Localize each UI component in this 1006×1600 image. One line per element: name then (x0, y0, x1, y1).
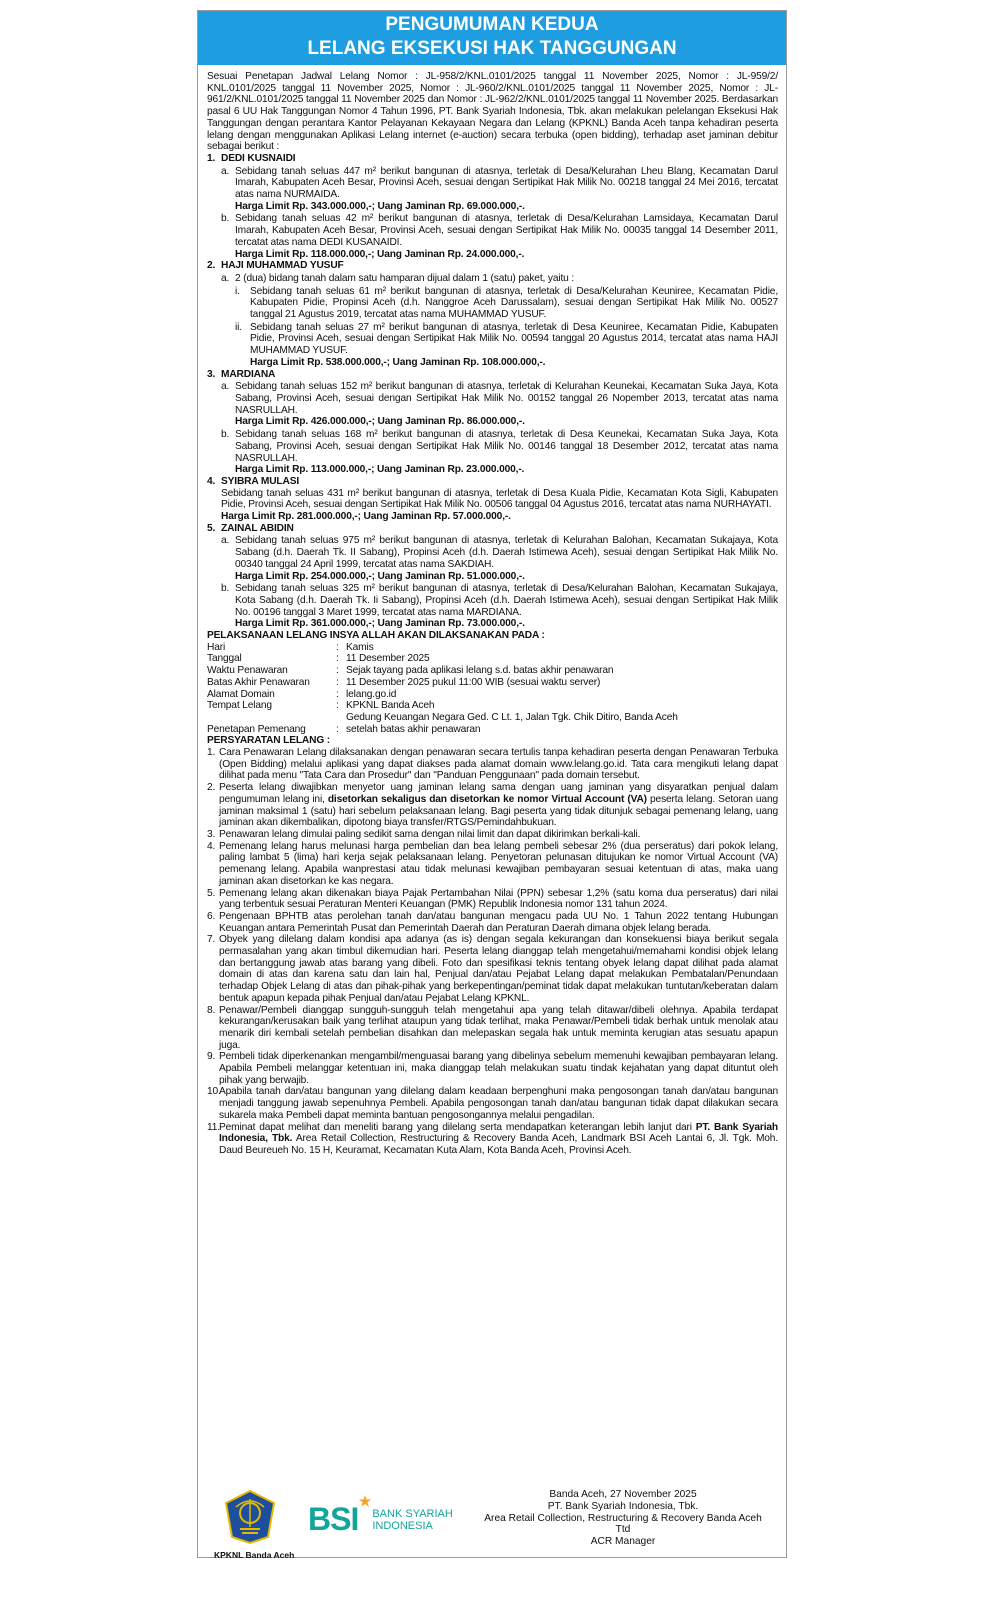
price-line: Harga Limit Rp. 426.000.000,-; Uang Jaminan Rp. 86.000.000,-. (235, 416, 525, 428)
debtor-name: HAJI MUHAMMAD YUSUF (221, 260, 344, 272)
schedule-row: Tempat Lelang : KPKNL Banda Aceh Gedung Keuangan Negara Ged. C Lt. 1, Jalan Tgk. Chik Ditiro, Banda Aceh (207, 700, 678, 723)
asset-description: Sebidang tanah seluas 168 m² berikut bangunan di atasnya, terletak di Desa Keunekai, Kecamatan Suka Jaya, Kota Sabang, Provinsi Aceh, sesuai dengan Sertipikat Hak Milik No. 00146 tanggal 18 Desember 2012, tercatat atas nama NASRULLAH. (235, 429, 778, 464)
bsi-name: BANK SYARIAH INDONESIA (372, 1507, 453, 1532)
domain-link[interactable]: lelang.go.id (346, 688, 397, 700)
debtor-heading: 3. MARDIANA (207, 368, 276, 380)
schedule-row: Batas Akhir Penawaran : 11 Desember 2025 pukul 11:00 WIB (sesuai waktu server) (207, 676, 601, 688)
debtor-heading: 1. DEDI KUSNAIDI (207, 152, 296, 164)
term-item: 3. Penawaran lelang dimulai paling sedikit sama dengan nilai limit dan dapat dikirimkan berkali-kali. (207, 829, 641, 840)
asset-description: Sebidang tanah seluas 975 m² berikut bangunan di atasnya, terletak di Kelurahan Balohan, Kecamatan Sukajaya, Kota Sabang (d.h. Daerah Tk. II Sabang), Propinsi Aceh (d.h. Daerah Istimewa Aceh), sesuai dengan Sertipikat Hak Milik No. 00340 tanggal 24 April 1999, tercatat atas nama SAKDIAH. (235, 535, 778, 570)
terms-heading: PERSYARATAN LELANG : (207, 735, 331, 747)
schedule-row: Alamat Domain : lelang.go.id (207, 688, 397, 700)
price-line: Harga Limit Rp. 118.000.000,-; Uang Jaminan Rp. 24.000.000,-. (235, 248, 525, 260)
schedule-row: Waktu Penawaran : Sejak tayang pada aplikasi lelang s.d. batas akhir penawaran (207, 665, 614, 677)
asset-description: Sebidang tanah seluas 325 m² berikut bangunan di atasnya, terletak di Desa/Kelurahan Balohan, Kecamatan Sukajaya, Kota Sabang (d.h. Daerah Tk. Ii Sabang), Propinsi Aceh (d.h. Daerah Istimewa Aceh), sesuai dengan Sertipikat Hak Milik No. 00196 tanggal 3 Maret 1999, tercatat atas nama MARDIANA. (235, 583, 778, 618)
asset-item (221, 488, 778, 523)
term-item: 1. Cara Penawaran Lelang dilaksanakan dengan penawaran secara tertulis tanpa kehadiran peserta dengan Penawaran Terbuka (Open Bidding) melalui aplikasi yang dapat diakses pada alamat domain www.lelang.go.id. Tata cara mengikuti lelang dapat dilihat pada menu "Tata Cara dan Prosedur" dan "Panduan Penggunaan" pada domain tersebut. (207, 747, 778, 782)
asset-description: Sebidang tanah seluas 42 m² berikut bangunan di atasnya, terletak di Desa/Kelurahan Lamsidaya, Kecamatan Darul Imarah, Kabupaten Aceh Besar, Provinsi Aceh, sesuai dengan Sertipikat Hak Milik No. 00035 tanggal 14 Desember 2011, tercatat atas nama DEDI KUSANAIDI. (235, 213, 778, 248)
term-item: 11. Peminat dapat melihat dan meneliti barang yang dilelang serta mendapatkan keterangan lebih lanjut dari PT. Bank Syariah Indonesia, Tbk. Area Retail Collection, Restructuring & Recovery Banda Aceh, Landmark BSI Aceh Lantai 6, Jl. Tgk. Moh. Daud Beureueh No. 15 H, Keuramat, Kecamatan Kuta Alam, Kota Banda Aceh, Provinsi Aceh. (207, 1121, 779, 1156)
sign-company: PT. Bank Syariah Indonesia, Tbk. (547, 1500, 699, 1512)
term-item: 6. Pengenaan BPHTB atas perolehan tanah dan/atau bangunan mengacu pada UU No. 1 Tahun 2022 tentang Hubungan Keuangan antara Pemerintah Pusat dan Pemerintah Daerah dan Peraturan Daerah dimana objek lelang berada. (207, 910, 778, 934)
debtor-name: DEDI KUSNAIDI (221, 152, 296, 164)
kemenkeu-emblem-icon (222, 1489, 278, 1545)
star-icon: ★ (358, 1493, 371, 1509)
asset-description: Sebidang tanah seluas 27 m² berikut bangunan di atasnya, terletak di Desa Keuniree, Kecamatan Pidie, Kabupaten Pidie, Provinsi Aceh, sesuai dengan Sertipikat Hak Milik No. 00594 tanggal 20 Agustus 2014, tercatat atas nama HAJI MUHAMMAD YUSUF. (250, 321, 778, 357)
asset-item: b. Sebidang tanah seluas 325 m² berikut bangunan di atasnya, terletak di Desa/Kelurahan Balohan, Kecamatan Sukajaya, Kota Sabang (d.h. Daerah Tk. Ii Sabang), Propinsi Aceh (d.h. Daerah Istimewa Aceh), sesuai dengan Sertipikat Hak Milik No. 00196 tanggal 3 Maret 1999, tercatat atas nama MARDIANA. Harga Limit Rp. 361.000.000,-; Uang Jaminan Rp. 73.000.000,-. (221, 583, 778, 630)
announcement-frame (197, 10, 787, 1558)
asset-subitem: i. Sebidang tanah seluas 61 m² berikut bangunan di atasnya, terletak di Desa/Kelurahan Keuniree, Kecamatan Pidie, Kabupaten Pidie, Propinsi Aceh (d.h. Nanggroe Aceh Darussalam), sesuai dengan Sertipikat Hak Milik No. 00527 tanggal 21 Agustus 2019, tercatat atas nama MUHAMMAD YUSUF. (235, 285, 778, 321)
asset-item: b. Sebidang tanah seluas 168 m² berikut bangunan di atasnya, terletak di Desa Keunekai, Kecamatan Suka Jaya, Kota Sabang, Provinsi Aceh, sesuai dengan Sertipikat Hak Milik No. 00146 tanggal 18 Desember 2012, tercatat atas nama NASRULLAH. Harga Limit Rp. 113.000.000,-; Uang Jaminan Rp. 23.000.000,-. (221, 429, 778, 476)
kpknl-label: KPKNL Banda Aceh (214, 1550, 295, 1560)
intro-paragraph: Sesuai Penetapan Jadwal Lelang Nomor : JL-958/2/KNL.0101/2025 tanggal 11 November 2025, Nomor : JL-959/2/ KNL.0101/2025 tanggal 11 November 2025, Nomor : JL-960/2/KNL.0101/2025 tanggal 11 November 2025, Nomor : JL-961/2/KNL.0101/2025 tanggal 11 November 2025 dan Nomor : JL-962/2/KNL.0101/2025 tanggal 11 November 2025. Berdasarkan pasal 6 UU Hak Tanggungan Nomor 4 Tahun 1996, PT. Bank Syariah Indonesia, Tbk. akan melakukan pelelangan Eksekusi Hak Tanggungan dengan perantara Kantor Pelayanan Kekayaan Negara dan Lelang (KPKNL) Banda Aceh tanpa kehadiran peserta lelang dengan menggunakan Aplikasi Lelang internet (e-auction) secara terbuka (open bidding), terhadap aset jaminan debitur sebagai berikut : (207, 71, 778, 153)
header-title-line1: PENGUMUMAN KEDUA (385, 14, 599, 35)
term-item: 5. Pemenang lelang akan dikenakan biaya Pajak Pertambahan Nilai (PPN) sebesar 1,2% (satu koma dua perseratus) dari nilai yang terbentuk sesuai Peraturan Menteri Keuangan (PMK) Republik Indonesia nomor 131 tahun 2024. (207, 887, 778, 911)
sign-place-date: Banda Aceh, 27 November 2025 (549, 1489, 697, 1500)
debtor-name: MARDIANA (221, 368, 276, 380)
debtor-heading: 2. HAJI MUHAMMAD YUSUF (207, 260, 344, 272)
sign-role: ACR Manager (590, 1536, 656, 1548)
schedule-row: Penetapan Pemenang : setelah batas akhir penawaran (207, 723, 481, 735)
term-item: 9. Pembeli tidak diperkenankan mengambil/menguasai barang yang dibelinya sebelum memenuhi kewajiban pembayaran lelang. Apabila Pembeli melanggar ketentuan ini, maka dianggap telah melakukan suatu tindak kejahatan yang dapat dituntut oleh pihak yang berwajib. (207, 1051, 778, 1086)
term-item: 2. Peserta lelang diwajibkan menyetor uang jaminan lelang sama dengan uang jaminan yang disyaratkan penjual dalam pengumuman lelang ini, disetorkan sekaligus dan disetorkan ke nomor Virtual Account (VA) peserta lelang. Setoran uang jaminan maksimal 1 (satu) hari sebelum pelaksanaan lelang. Bagi peserta yang tidak ditunjuk sebagai pemenang lelang, uang jaminan akan dikembalikan, dipotong biaya transfer/RTGS/Pemindahbukuan. (207, 782, 778, 829)
asset-description: Sebidang tanah seluas 447 m² berikut bangunan di atasnya, terletak di Desa/Kelurahan Lheu Blang, Kecamatan Darul Imarah, Kabupaten Aceh Besar, Provinsi Aceh, sesuai dengan Sertipikat Hak Milik No. 00218 tanggal 24 Mei 2016, tercatat atas nama NURMAIDA. (235, 165, 778, 201)
schedule-row: Tanggal : 11 Desember 2025 (207, 653, 430, 665)
price-line: Harga Limit Rp. 361.000.000,-; Uang Jaminan Rp. 73.000.000,-. (235, 618, 525, 630)
price-line: Harga Limit Rp. 254.000.000,-; Uang Jaminan Rp. 51.000.000,-. (235, 570, 525, 582)
asset-item: a. Sebidang tanah seluas 447 m² berikut bangunan di atasnya, terletak di Desa/Kelurahan Lheu Blang, Kecamatan Darul Imarah, Kabupaten Aceh Besar, Provinsi Aceh, sesuai dengan Sertipikat Hak Milik No. 00218 tanggal 24 Mei 2016, tercatat atas nama NURMAIDA. Harga Limit Rp. 343.000.000,-; Uang Jaminan Rp. 69.000.000,-. (221, 165, 778, 212)
asset-description: 2 (dua) bidang tanah dalam satu hamparan dijual dalam 1 (satu) paket, yaitu : (235, 272, 574, 284)
asset-item: b. Sebidang tanah seluas 42 m² berikut bangunan di atasnya, terletak di Desa/Kelurahan Lamsidaya, Kecamatan Darul Imarah, Kabupaten Aceh Besar, Provinsi Aceh, sesuai dengan Sertipikat Hak Milik No. 00035 tanggal 14 Desember 2011, tercatat atas nama DEDI KUSANAIDI. Harga Limit Rp. 118.000.000,-; Uang Jaminan Rp. 24.000.000,-. (221, 213, 778, 260)
sign-unit: Area Retail Collection, Restructuring & Recovery Banda Aceh (484, 1512, 762, 1524)
term-item: 4. Pemenang lelang harus melunasi harga pembelian dan bea lelang pembeli sebesar 2% (dua perseratus) dari pokok lelang, paling lambat 5 (lima) hari kerja sejak pelaksanaan lelang. Penyetoran pelunasan ditujukan ke nomor Virtual Account (VA) pemenang lelang. Apabila wanprestasi atau tidak melunasi kewajiban pembayaran sesuai ketentuan di atas, maka uang jaminan akan disetorkan ke kas negara. (207, 840, 778, 887)
asset-description: Sebidang tanah seluas 152 m² berikut bangunan di atasnya, terletak di Kelurahan Keunekai, Kecamatan Suka Jaya, Kota Sabang, Provinsi Aceh, sesuai dengan Sertipikat Hak Milik No. 00152 tanggal 26 Nopember 2013, tercatat atas nama NASRULLAH. (235, 381, 778, 416)
debtor-heading: 4. SYIBRA MULASI (207, 475, 300, 487)
debtor-name: ZAINAL ABIDIN (221, 522, 294, 534)
term-item: 7. Obyek yang dilelang dalam kondisi apa adanya (as is) dengan segala kekurangan dan konsekuensi biaya berikut segala permasalahan yang akan timbul dikemudian hari. Peserta lelang dianggap telah mengetahui/memahami kondisi objek lelang dan bertanggung jawab atas barang yang dibeli. Foto dan spesifikasi teknis tentang obyek lelang dapat dilihat pada alamat domain di atas dan karena satu dan lain hal, Penjual dan/atau Pejabat Lelang dapat melakukan Pembatalan/Penundaan terhadap Objek Lelang di atas dan pihak-pihak yang berkepentingan/peminat tidak dapat melakukan tuntutan/keberatan dalam bentuk apapun kepada pihak Penjual dan/atau Pejabat Lelang KPKNL. (207, 934, 778, 1004)
asset-package: a. 2 (dua) bidang tanah dalam satu hamparan dijual dalam 1 (satu) paket, yaitu : (221, 273, 778, 285)
debtor-name: SYIBRA MULASI (221, 475, 300, 487)
bsi-logo (308, 1493, 453, 1538)
price-line: Harga Limit Rp. 113.000.000,-; Uang Jaminan Rp. 23.000.000,-. (235, 464, 525, 476)
price-line: Harga Limit Rp. 281.000.000,-; Uang Jaminan Rp. 57.000.000,-. (221, 511, 511, 523)
schedule-heading: PELAKSANAAN LELANG INSYA ALLAH AKAN DILAKSANAKAN PADA : (207, 630, 545, 642)
sign-ttd: Ttd (615, 1524, 631, 1536)
term-item: 8. Penawar/Pembeli dianggap sungguh-sungguh telah mengetahui apa yang telah ditawar/dibeli olehnya. Apabila terdapat kekurangan/kerusakan baik yang terlihat ataupun yang tidak terlihat, maka Penawar/Pembeli tidak berhak untuk menolak atau menarik diri kembali setelah pembelian disahkan dan melepaskan segala hak untuk meminta kerugian atas sesuatu apapun juga. (207, 1004, 778, 1051)
bsi-mark: BSI ★ (308, 1493, 371, 1537)
schedule-row: Hari : Kamis (207, 641, 374, 653)
term-item: 10. Apabila tanah dan/atau bangunan yang dilelang dalam keadaan berpenghuni maka pengosongan tanah dan/atau bangunan menjadi tanggung jawab sepenuhnya Pembeli. Apabila pengosongan tanah dan/atau bangunan tidak dapat dilakukan secara sukarela maka Pembeli dapat meminta bantuan pengosongannya melalui pengadilan. (207, 1086, 778, 1121)
announcement-footer (198, 1489, 788, 1559)
header-title-line2: LELANG EKSEKUSI HAK TANGGUNGAN (307, 38, 677, 59)
asset-description: Sebidang tanah seluas 431 m² berikut bangunan di atasnya, terletak di Desa Kuala Pidie, Kecamatan Kota Sigli, Kabupaten Pidie, Provinsi Aceh, sesuai dengan Sertipikat Hak Milik No. 00506 tanggal 04 Agustus 2016, tercatat atas nama NURHAYATI. (221, 487, 778, 511)
announcement-body (198, 65, 786, 1157)
kpknl-logo (214, 1489, 295, 1560)
asset-subitem: ii. Sebidang tanah seluas 27 m² berikut bangunan di atasnya, terletak di Desa Keuniree, Kecamatan Pidie, Kabupaten Pidie, Provinsi Aceh, sesuai dengan Sertipikat Hak Milik No. 00594 tanggal 20 Agustus 2014, tercatat atas nama HAJI MUHAMMAD YUSUF. Harga Limit Rp. 538.000.000,-; Uang Jaminan Rp. 108.000.000,-. (235, 321, 778, 368)
signature-block (463, 1489, 783, 1548)
price-line: Harga Limit Rp. 538.000.000,-; Uang Jaminan Rp. 108.000.000,-. (250, 356, 546, 368)
asset-item: a. Sebidang tanah seluas 152 m² berikut bangunan di atasnya, terletak di Kelurahan Keunekai, Kecamatan Suka Jaya, Kota Sabang, Provinsi Aceh, sesuai dengan Sertipikat Hak Milik No. 00152 tanggal 26 Nopember 2013, tercatat atas nama NASRULLAH. Harga Limit Rp. 426.000.000,-; Uang Jaminan Rp. 86.000.000,-. (221, 381, 778, 428)
announcement-header (198, 11, 786, 65)
asset-item: a. Sebidang tanah seluas 975 m² berikut bangunan di atasnya, terletak di Kelurahan Balohan, Kecamatan Sukajaya, Kota Sabang (d.h. Daerah Tk. II Sabang), Propinsi Aceh (d.h. Daerah Istimewa Aceh), sesuai dengan Sertipikat Hak Milik No. 00340 tanggal 24 April 1999, tercatat atas nama SAKDIAH. Harga Limit Rp. 254.000.000,-; Uang Jaminan Rp. 51.000.000,-. (221, 535, 778, 582)
asset-description: Sebidang tanah seluas 61 m² berikut bangunan di atasnya, terletak di Desa/Kelurahan Keuniree, Kecamatan Pidie, Kabupaten Pidie, Propinsi Aceh (d.h. Nanggroe Aceh Darussalam), sesuai dengan Sertipikat Hak Milik No. 00527 tanggal 21 Agustus 2019, tercatat atas nama MUHAMMAD YUSUF. (250, 285, 778, 321)
debtor-heading: 5. ZAINAL ABIDIN (207, 522, 294, 534)
price-line: Harga Limit Rp. 343.000.000,-; Uang Jaminan Rp. 69.000.000,-. (235, 200, 525, 212)
